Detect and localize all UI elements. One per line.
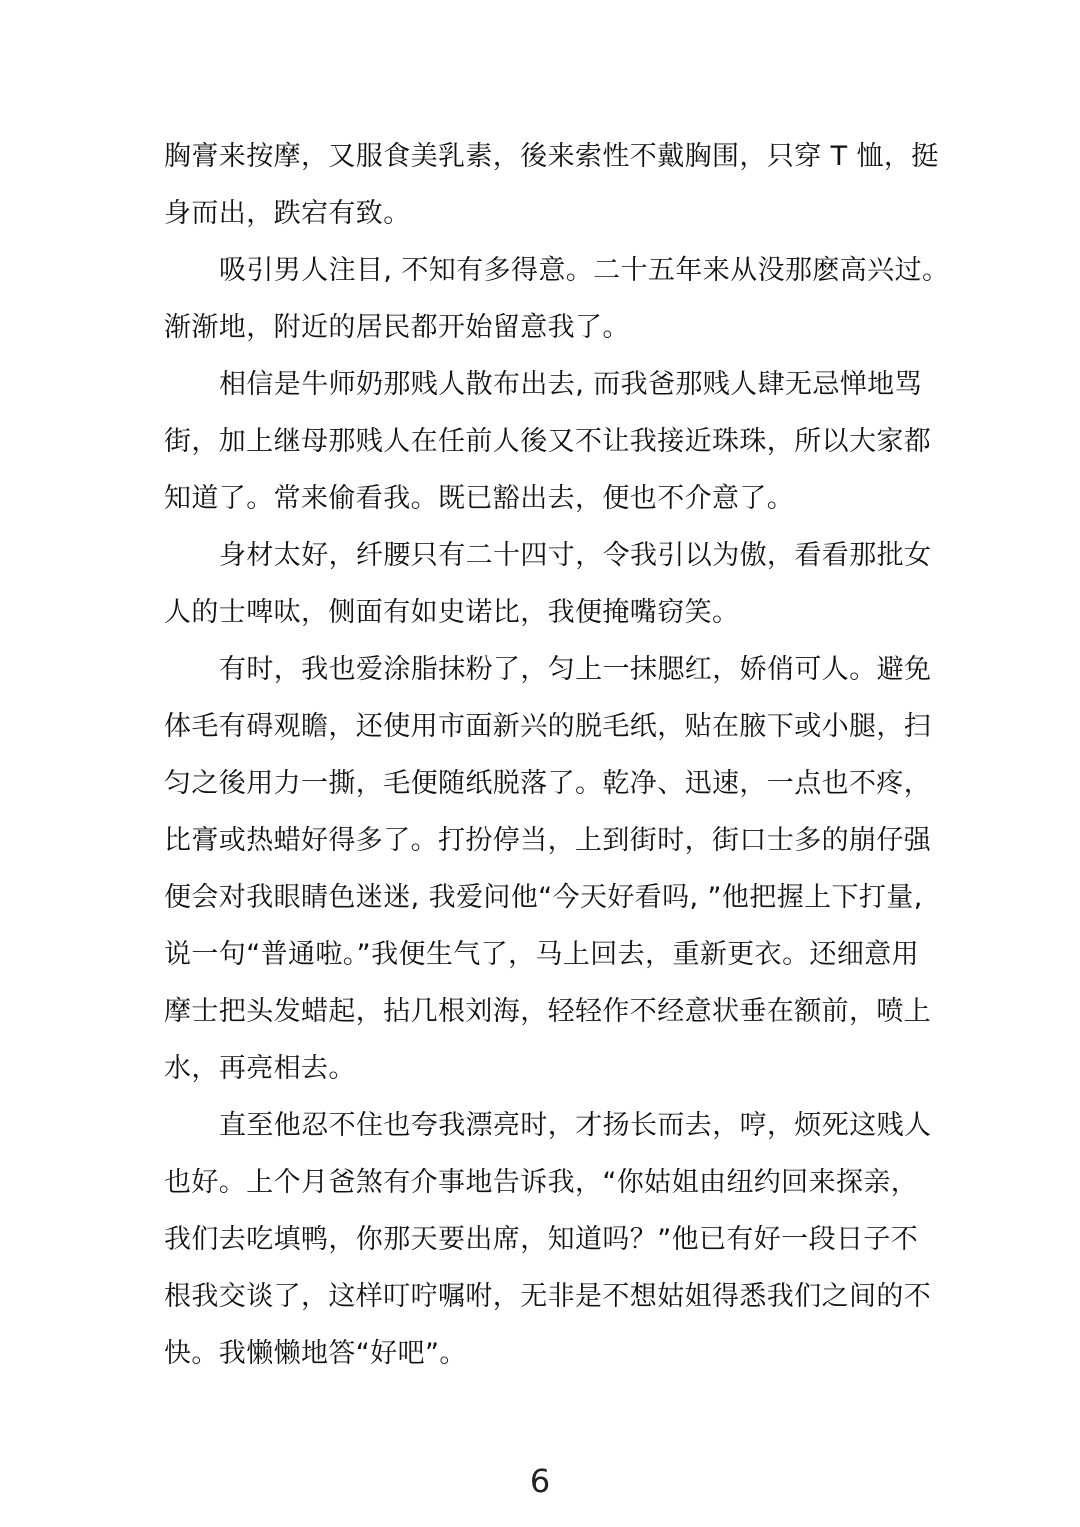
text-line: 身而出，跌宕有致。 — [164, 198, 411, 229]
text-line: 摩士把头发蜡起，拈几根刘海，轻轻作不经意状垂在额前，喷上 — [164, 996, 932, 1027]
paragraph-start-line: 身材太好，纤腰只有二十四寸，令我引以为傲，看看那批女 — [219, 540, 932, 571]
text-line: 水，再亮相去。 — [164, 1053, 356, 1084]
text-line: 我们去吃填鸭，你那天要出席，知道吗？”他已有好一段日子不 — [164, 1224, 919, 1255]
text-line: 街，加上继母那贱人在任前人後又不让我接近珠珠，所以大家都 — [164, 426, 932, 457]
text-line: 快。我懒懒地答“好吧”。 — [164, 1338, 467, 1369]
text-line: 便会对我眼睛色迷迷, 我爱问他“今天好看吗, ”他把握上下打量, — [164, 882, 923, 913]
text-line: 体毛有碍观瞻，还使用市面新兴的脱毛纸，贴在腋下或小腿，扫 — [164, 711, 932, 742]
text-line: 渐渐地，附近的居民都开始留意我了。 — [164, 312, 630, 343]
text-line: 匀之後用力一撕，毛便随纸脱落了。乾净、迅速，一点也不疼， — [164, 768, 932, 799]
text-line: 胸膏来按摩，又服食美乳素，後来索性不戴胸围，只穿 T 恤，挺 — [164, 141, 939, 172]
text-line: 比膏或热蜡好得多了。打扮停当，上到街时，街口士多的崩仔强 — [164, 825, 932, 856]
text-line: 说一句“普通啦。”我便生气了，马上回去，重新更衣。还细意用 — [164, 939, 920, 970]
paragraph-start-line: 直至他忍不住也夸我漂亮时，才扬长而去，哼，烦死这贱人 — [219, 1110, 932, 1141]
text-line: 知道了。常来偷看我。既已豁出去，便也不介意了。 — [164, 483, 795, 514]
text-line: 也好。上个月爸煞有介事地告诉我，“你姑姐由纽约回来探亲， — [164, 1167, 919, 1198]
text-line: 人的士啤呔，侧面有如史诺比，我便掩嘴窃笑。 — [164, 597, 740, 628]
text-line: 根我交谈了，这样叮咛嘱咐，无非是不想姑姐得悉我们之间的不 — [164, 1281, 932, 1312]
page-number: 6 — [529, 1462, 551, 1500]
paragraph-start-line: 吸引男人注目, 不知有多得意。二十五年来从没那麽高兴过。 — [219, 255, 950, 286]
body-text — [164, 128, 950, 1382]
paragraph-start-line: 有时，我也爱涂脂抹粉了，匀上一抹腮红，娇俏可人。避免 — [219, 654, 932, 685]
paragraph-start-line: 相信是牛师奶那贱人散布出去, 而我爸那贱人肆无忌惮地骂 — [219, 369, 922, 400]
